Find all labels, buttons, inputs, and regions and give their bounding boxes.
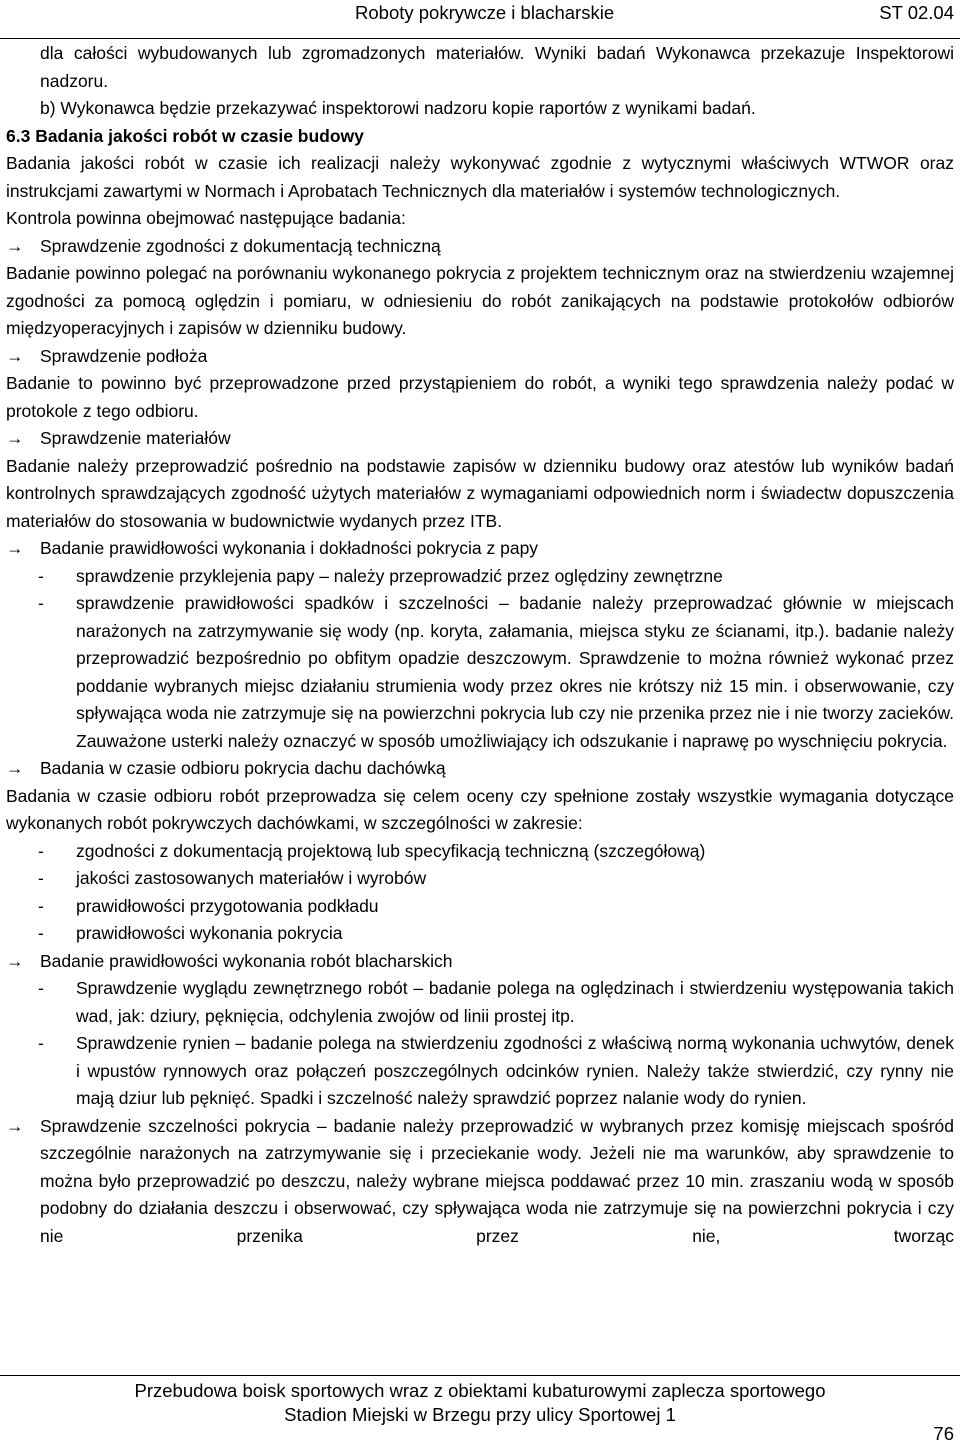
bullet-text: Sprawdzenie zgodności z dokumentacją techniczną	[40, 235, 441, 256]
arrow-bullet-item	[6, 948, 954, 976]
bullet-text: Sprawdzenie szczelności pokrycia – badanie należy przeprowadzić w wybranych przez komisję miejscach spośród szczególnie narażonych na zatrzymywanie się i przeciekanie wody. Jeżeli nie ma warunków, aby sprawdzenie to można było przeprowadzić po deszczu, należy wybrane miejsca poddawać przez 10 min. zraszaniu wodą w sposób podobny do działania deszczu i obserwować, czy spływająca woda nie zatrzymuje się na powierzchni pokrycia i czy nie przenika przez nie, tworząc	[40, 1115, 954, 1246]
paragraph: Badania jakości robót w czasie ich realizacji należy wykonywać zgodnie z wytycznymi właściwych WTWOR oraz instrukcjami zawartymi w Normach i Aprobatach Technicznych dla materiałów i systemów technologicznych.	[6, 153, 954, 201]
dash-list-item	[6, 893, 954, 921]
arrow-bullet-item	[6, 535, 954, 563]
item-text: prawidłowości przygotowania podkładu	[76, 895, 379, 916]
arrow-icon: →	[6, 1115, 24, 1136]
paragraph: Badanie powinno polegać na porównaniu wykonanego pokrycia z projektem technicznym oraz na stwierdzeniu wzajemnej zgodności za pomocą oględzin i pomiaru, w odniesieniu do robót zanikających na podstawie protokołów odbiorów międzyoperacyjnych i zapisów w dzienniku budowy.	[6, 263, 954, 338]
arrow-icon: →	[6, 428, 24, 448]
dash-list-item	[6, 975, 954, 1030]
page-number: 76	[933, 1423, 954, 1444]
dash-list-item	[6, 1030, 954, 1113]
bullet-text: Badania w czasie odbioru pokrycia dachu dachówką	[40, 758, 446, 778]
arrow-icon: →	[6, 950, 24, 971]
dash-list-item	[6, 563, 954, 591]
page-header	[0, 0, 960, 39]
item-text: sprawdzenie prawidłowości spadków i szczelności – badanie należy przeprowadzać głównie w miejscach narażonych na zatrzymywanie się wody (np. koryta, załamania, miejsca styku ze ścianami, itp.). badanie należy przeprowadzić bezpośrednio po obfitym opadzie deszczowym. Sprawdzenie to można również wykonać przez poddanie wybranych miejsc działaniu strumienia wody przez okres nie krótszy niż 15 min. i obserwowanie, czy spływająca woda nie zatrzymuje się na powierzchni pokrycia lub czy nie przenika przez nie i nie tworzy zacieków. Zauważone usterki należy oznaczyć w sposób umożliwiający ich odszukanie i naprawę po wyschnięciu pokrycia.	[76, 593, 954, 751]
dash-list-item	[6, 590, 954, 755]
dash-marker: -	[38, 895, 44, 916]
bullet-text: Badanie prawidłowości wykonania robót blacharskich	[40, 950, 453, 971]
dash-marker: -	[38, 923, 44, 943]
arrow-bullet-item	[6, 1113, 954, 1251]
bullet-text: Sprawdzenie materiałów	[40, 428, 231, 448]
footer-project-name: Przebudowa boisk sportowych wraz z obiektami kubaturowymi zaplecza sportowego	[134, 1380, 826, 1401]
paragraph: Kontrola powinna obejmować następujące badania:	[6, 208, 406, 228]
arrow-icon: →	[6, 538, 24, 558]
item-text: Sprawdzenie wyglądu zewnętrznego robót – badanie polega na oględzinach i stwierdzeniu występowania takich wad, jak: dziury, pęknięcia, odchylenia zwojów od linii prostej itp.	[76, 978, 954, 1026]
item-text: zgodności z dokumentacją projektową lub specyfikacją techniczną (szczegółową)	[76, 840, 706, 861]
bullet-text: Sprawdzenie podłoża	[40, 345, 208, 366]
paragraph: Badanie należy przeprowadzić pośrednio na podstawie zapisów w dzienniku budowy oraz atestów lub wyników badań kontrolnych sprawdzających zgodność użytych materiałów z wymaganiami odpowiednich norm i świadectw dopuszczenia materiałów do stosowania w budownictwie wydanych przez ITB.	[6, 455, 954, 531]
paragraph: Badania w czasie odbioru robót przeprowadza się celem oceny czy spełnione zostały wszystkie wymagania dotyczące wykonanych robót pokrywczych dachówkami, w szczególności w zakresie:	[6, 785, 954, 833]
arrow-icon: →	[6, 345, 24, 366]
dash-list-item	[6, 865, 954, 893]
item-text: jakości zastosowanych materiałów i wyrobów	[76, 868, 427, 888]
arrow-bullet-item	[6, 755, 954, 783]
paragraph: Badanie to powinno być przeprowadzone przed przystąpieniem do robót, a wyniki tego sprawdzenia należy podać w protokole z tego odbioru.	[6, 373, 954, 421]
page-footer	[0, 1375, 960, 1445]
item-text: Sprawdzenie rynien – badanie polega na stwierdzeniu zgodności z właściwą normą wykonania uchwytów, denek i wpustów rynnowych oraz połączeń poszczególnych odcinków rynien. Należy także stwierdzić, czy rynny nie mają dziur lub pęknięć. Spadki i szczelność należy sprawdzić poprzez nalanie wody do rynien.	[76, 1033, 954, 1108]
document-body	[6, 40, 954, 1250]
bullet-text: Badanie prawidłowości wykonania i dokładności pokrycia z papy	[40, 538, 539, 558]
dash-marker: -	[38, 840, 44, 861]
dash-marker: -	[38, 565, 44, 586]
arrow-bullet-item	[6, 233, 954, 261]
header-title: Roboty pokrywcze i blacharskie	[355, 2, 615, 23]
paragraph: b) Wykonawca będzie przekazywać inspektorowi nadzoru kopie raportów z wynikami badań.	[40, 98, 756, 118]
footer-location: Stadion Miejski w Brzegu przy ulicy Sportowej 1	[284, 1404, 676, 1425]
item-text: prawidłowości wykonania pokrycia	[76, 923, 343, 943]
dash-list-item	[6, 920, 954, 948]
dash-marker: -	[38, 1033, 44, 1053]
arrow-bullet-item	[6, 425, 954, 453]
dash-list-item	[6, 838, 954, 866]
arrow-icon: →	[6, 758, 24, 778]
item-text: sprawdzenie przyklejenia papy – należy przeprowadzić przez oględziny zewnętrzne	[76, 565, 723, 586]
paragraph: dla całości wybudowanych lub zgromadzonych materiałów. Wyniki badań Wykonawca przekazuje Inspektorowi nadzoru.	[40, 43, 954, 91]
section-heading: 6.3 Badania jakości robót w czasie budowy	[6, 125, 364, 146]
dash-marker: -	[38, 868, 44, 888]
dash-marker: -	[38, 978, 44, 998]
arrow-bullet-item	[6, 343, 954, 371]
arrow-icon: →	[6, 235, 24, 256]
dash-marker: -	[38, 593, 44, 613]
header-spec-code: ST 02.04	[879, 2, 954, 23]
